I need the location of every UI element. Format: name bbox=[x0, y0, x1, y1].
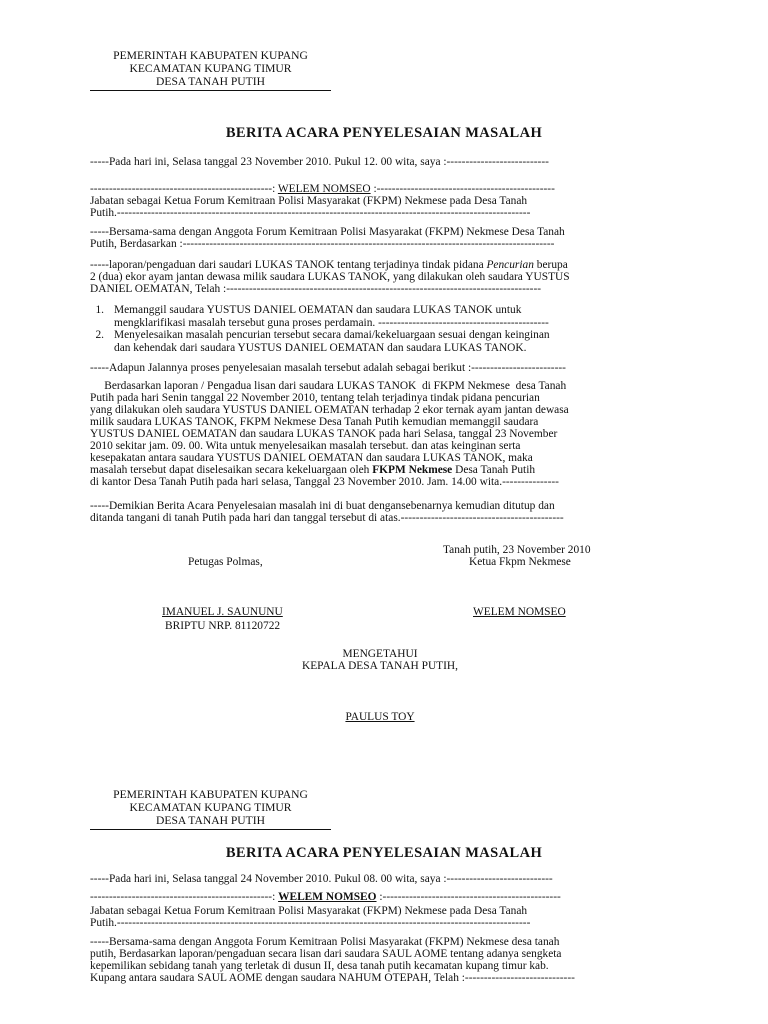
officer-name: WELEM NOMSEO bbox=[278, 891, 377, 903]
fkpm-bold: FKPM Nekmese bbox=[372, 464, 453, 476]
name-line bbox=[90, 891, 676, 904]
demikian-line: ditanda tangani di tanah Putih pada hari dan tanggal tersebut di atas.------------------------------------------- bbox=[90, 512, 564, 524]
body-text: Desa Tanah Putih bbox=[452, 464, 536, 476]
jabatan-line: Putih.------------------------------------------------------------------------------------------------------------- bbox=[90, 207, 531, 219]
laporan-line bbox=[90, 259, 676, 272]
letterhead-line: DESA TANAH PUTIH bbox=[155, 814, 265, 827]
letterhead-line: PEMERINTAH KABUPATEN KUPANG bbox=[113, 49, 308, 62]
name-line-prefix: ------------------------------------------------: bbox=[90, 183, 278, 195]
body-line bbox=[90, 464, 676, 477]
right-signatory-name: WELEM NOMSEO bbox=[473, 606, 566, 618]
body-line: yang dilakukan oleh saudara YUSTUS DANIEL OEMATAN terhadap 2 ekor ternak ayam jantan dewasa bbox=[90, 404, 569, 416]
bersama-line: Kupang antara saudara SAUL AOME dengan saudara NAHUM OTEPAH, Telah :----------------------------- bbox=[90, 972, 575, 984]
jabatan-line: Jabatan sebagai Ketua Forum Kemitraan Polisi Masyarakat (FKPM) Nekmese pada Desa Tanah bbox=[90, 195, 528, 207]
opening-line: -----Pada hari ini, Selasa tanggal 23 November 2010. Pukul 12. 00 wita, saya :--------------------------- bbox=[90, 156, 549, 168]
body-line: kesepakatan antara saudara YUSTUS DANIEL OEMATAN dan saudara LUKAS TANOK, maka bbox=[90, 452, 533, 464]
demikian-line: -----Demikian Berita Acara Penyelesaian masalah ini di buat dengansebenarnya kemudian ditutup dan bbox=[90, 500, 555, 512]
laporan-line: 2 (dua) ekor ayam jantan dewasa milik saudara LUKAS TANOK, yang dilakukan oleh saudara YUSTUS bbox=[90, 271, 570, 283]
body-line: YUSTUS DANIEL OEMATAN dan saudara LUKAS TANOK pada hari Selasa, tanggal 23 November bbox=[90, 428, 558, 440]
letterhead-divider bbox=[90, 90, 331, 91]
letterhead-line: KECAMATAN KUPANG TIMUR bbox=[129, 801, 292, 814]
bersama-line: -----Bersama-sama dengan Anggota Forum Kemitraan Polisi Masyarakat (FKPM) Nekmese desa tanah bbox=[90, 936, 560, 948]
kepala-desa-signature bbox=[0, 711, 760, 724]
kepala-desa-name: PAULUS TOY bbox=[345, 711, 415, 723]
kepala-desa-title: KEPALA DESA TANAH PUTIH, bbox=[301, 660, 459, 672]
action-list bbox=[90, 304, 676, 354]
name-line-suffix: :----------------------------------------------- bbox=[370, 183, 555, 195]
left-signatory-name: IMANUEL J. SAUNUNU bbox=[162, 606, 283, 618]
opening-line: -----Pada hari ini, Selasa tanggal 24 November 2010. Pukul 08. 00 wita, saya :---------------------------- bbox=[90, 873, 553, 885]
letterhead-line: DESA TANAH PUTIH bbox=[155, 75, 265, 88]
body-line: di kantor Desa Tanah Putih pada hari selasa, Tanggal 23 November 2010. Jam. 14.00 wita.--------------- bbox=[90, 476, 559, 488]
list-item-text: mengklarifikasi masalah tersebut guna proses perdamain. --------------------------------------------- bbox=[114, 316, 549, 329]
list-item-text: Menyelesaikan masalah pencurian tersebut secara damai/kekeluargaan sesuai dengan keinginan bbox=[114, 329, 550, 342]
document-title: BERITA ACARA PENYELESAIAN MASALAH bbox=[225, 845, 543, 861]
bersama-line: Putih, Berdasarkan :-------------------------------------------------------------------------------------------------- bbox=[90, 238, 555, 250]
laporan-text: berupa bbox=[533, 259, 568, 271]
body-text: masalah tersebut dapat diselesaikan secara kekeluargaan oleh bbox=[90, 464, 373, 476]
list-item bbox=[90, 329, 676, 354]
list-item bbox=[90, 304, 676, 329]
jabatan-line: Putih.------------------------------------------------------------------------------------------------------------- bbox=[90, 917, 531, 929]
mengetahui-label: MENGETAHUI bbox=[342, 648, 418, 660]
body-line: milik saudara LUKAS TANOK, FKPM Nekmese Desa Tanah Putih kemudian memanggil saudara bbox=[90, 416, 539, 428]
officer-name: WELEM NOMSEO bbox=[277, 183, 371, 195]
list-item-text: Memanggil saudara YUSTUS DANIEL OEMATAN dan saudara LUKAS TANOK untuk bbox=[114, 304, 522, 316]
bersama-line: -----Bersama-sama dengan Anggota Forum Kemitraan Polisi Masyarakat (FKPM) Nekmese Desa Tanah bbox=[90, 226, 565, 238]
body-line: 2010 sekitar jam. 09. 00. Wita untuk menyelesaikan masalah tersebut. dan atas keinginan serta bbox=[90, 440, 521, 452]
letterhead-line: PEMERINTAH KABUPATEN KUPANG bbox=[113, 788, 308, 801]
body-line: Berdasarkan laporan / Pengadua lisan dari saudara LUKAS TANOK di FKPM Nekmese desa Tanah bbox=[90, 380, 567, 392]
name-line bbox=[90, 183, 676, 196]
bersama-line: kepemilikan sebidang tanah yang terletak di dusun II, desa tanah putih kecamatan kupang timur kab. bbox=[90, 960, 549, 972]
list-number: 1. bbox=[95, 304, 104, 316]
jabatan-line: Jabatan sebagai Ketua Forum Kemitraan Polisi Masyarakat (FKPM) Nekmese pada Desa Tanah bbox=[90, 905, 528, 917]
laporan-line: DANIEL OEMATAN, Telah :----------------------------------------------------------------------------------- bbox=[90, 283, 542, 295]
right-signatory-role: Ketua Fkpm Nekmese bbox=[469, 556, 571, 568]
place-date: Tanah putih, 23 November 2010 bbox=[443, 544, 591, 556]
name-line-prefix: ------------------------------------------------: bbox=[90, 891, 279, 903]
laporan-text: -----laporan/pengaduan dari saudari LUKAS TANOK tentang terjadinya tindak pidana bbox=[90, 259, 487, 271]
left-signatory-role: Petugas Polmas, bbox=[188, 556, 263, 568]
adapun-line: -----Adapun Jalannya proses penyelesaian masalah tersebut adalah sebagai berikut :------------------------- bbox=[90, 362, 566, 374]
list-number: 2. bbox=[95, 329, 104, 342]
letterhead bbox=[90, 788, 331, 830]
name-line-suffix: :----------------------------------------------- bbox=[376, 891, 561, 903]
body-line: Putih pada hari Senin tanggal 22 November 2010, tentang telah terjadinya tindak pidana pencurian bbox=[90, 392, 540, 404]
document-title: BERITA ACARA PENYELESAIAN MASALAH bbox=[225, 125, 543, 141]
letterhead-line: KECAMATAN KUPANG TIMUR bbox=[129, 62, 292, 75]
letterhead bbox=[90, 49, 331, 91]
list-item-text: dan kehendak dari saudara YUSTUS DANIEL OEMATAN dan saudara LUKAS TANOK. bbox=[114, 341, 527, 354]
letterhead-divider bbox=[90, 829, 331, 830]
bersama-line: putih, Berdasarkan laporan/pengaduan secara lisan dari saudara SAUL AOME tentang adanya sengketa bbox=[90, 948, 562, 960]
laporan-italic: Pencurian bbox=[486, 259, 534, 271]
left-signatory-nrp: BRIPTU NRP. 81120722 bbox=[165, 620, 281, 632]
